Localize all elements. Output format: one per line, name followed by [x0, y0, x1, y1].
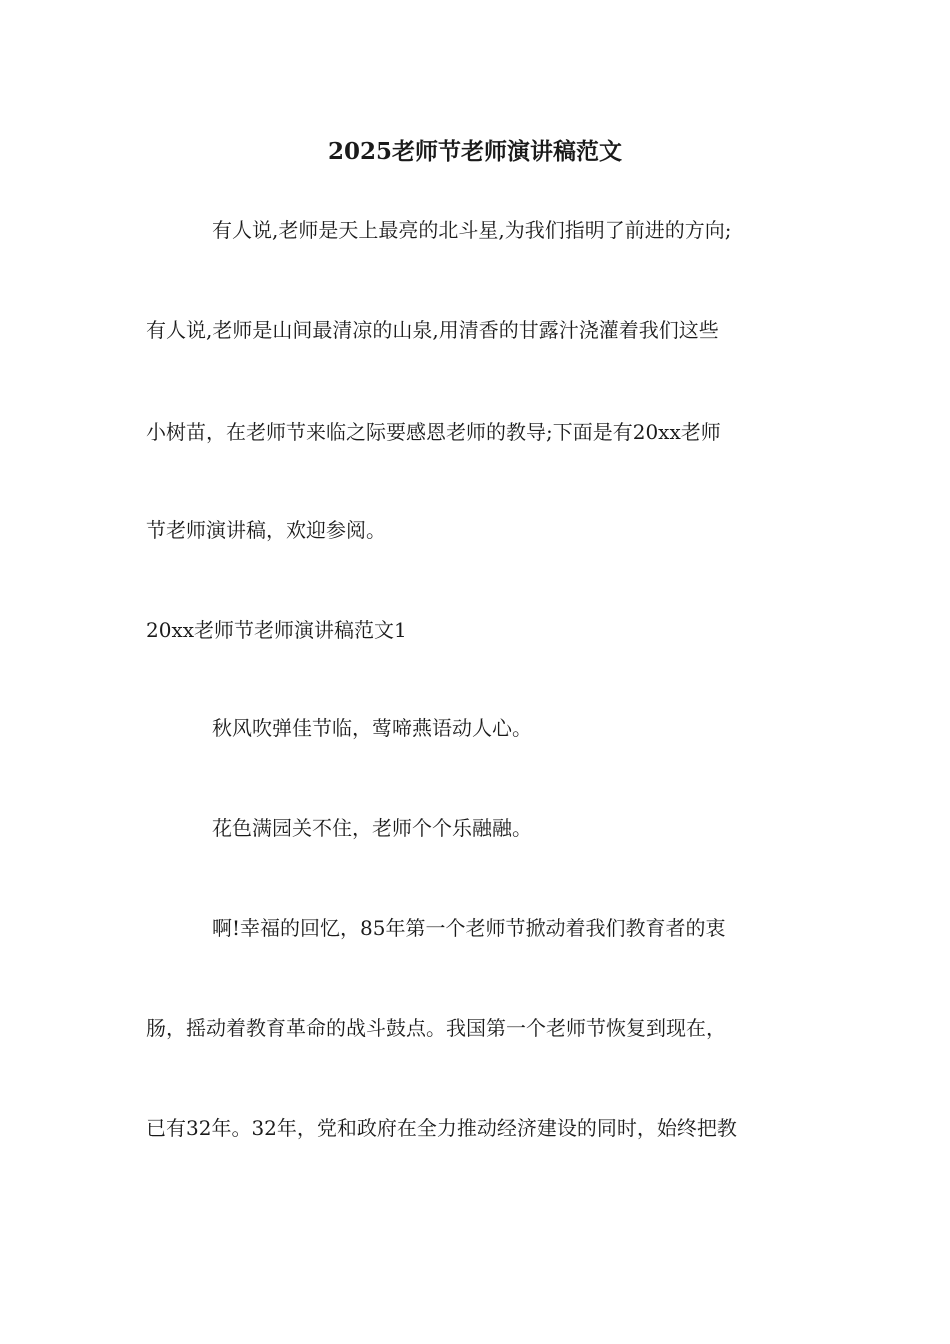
- paragraph-line: 有人说,老师是天上最亮的北斗星,为我们指明了前进的方向;: [212, 218, 732, 242]
- paragraph-line: 肠，摇动着教育革命的战斗鼓点。我国第一个老师节恢复到现在，: [146, 1016, 726, 1040]
- document-title: 2025老师节老师演讲稿范文: [327, 138, 622, 165]
- paragraph-line: 啊!幸福的回忆，85年第一个老师节掀动着我们教育者的衷: [212, 916, 726, 940]
- section-heading: 20xx老师节老师演讲稿范文1: [146, 618, 407, 642]
- paragraph-line: 秋风吹弹佳节临，莺啼燕语动人心。: [212, 716, 532, 740]
- paragraph-line: 已有32年。32年，党和政府在全力推动经济建设的同时，始终把教: [146, 1116, 737, 1140]
- paragraph-line: 花色满园关不住，老师个个乐融融。: [212, 816, 532, 840]
- paragraph-line: 有人说,老师是山间最清凉的山泉,用清香的甘露汁浇灌着我们这些: [146, 318, 719, 342]
- paragraph-line: 节老师演讲稿，欢迎参阅。: [146, 518, 386, 542]
- paragraph-line: 小树苗，在老师节来临之际要感恩老师的教导;下面是有20xx老师: [146, 420, 721, 444]
